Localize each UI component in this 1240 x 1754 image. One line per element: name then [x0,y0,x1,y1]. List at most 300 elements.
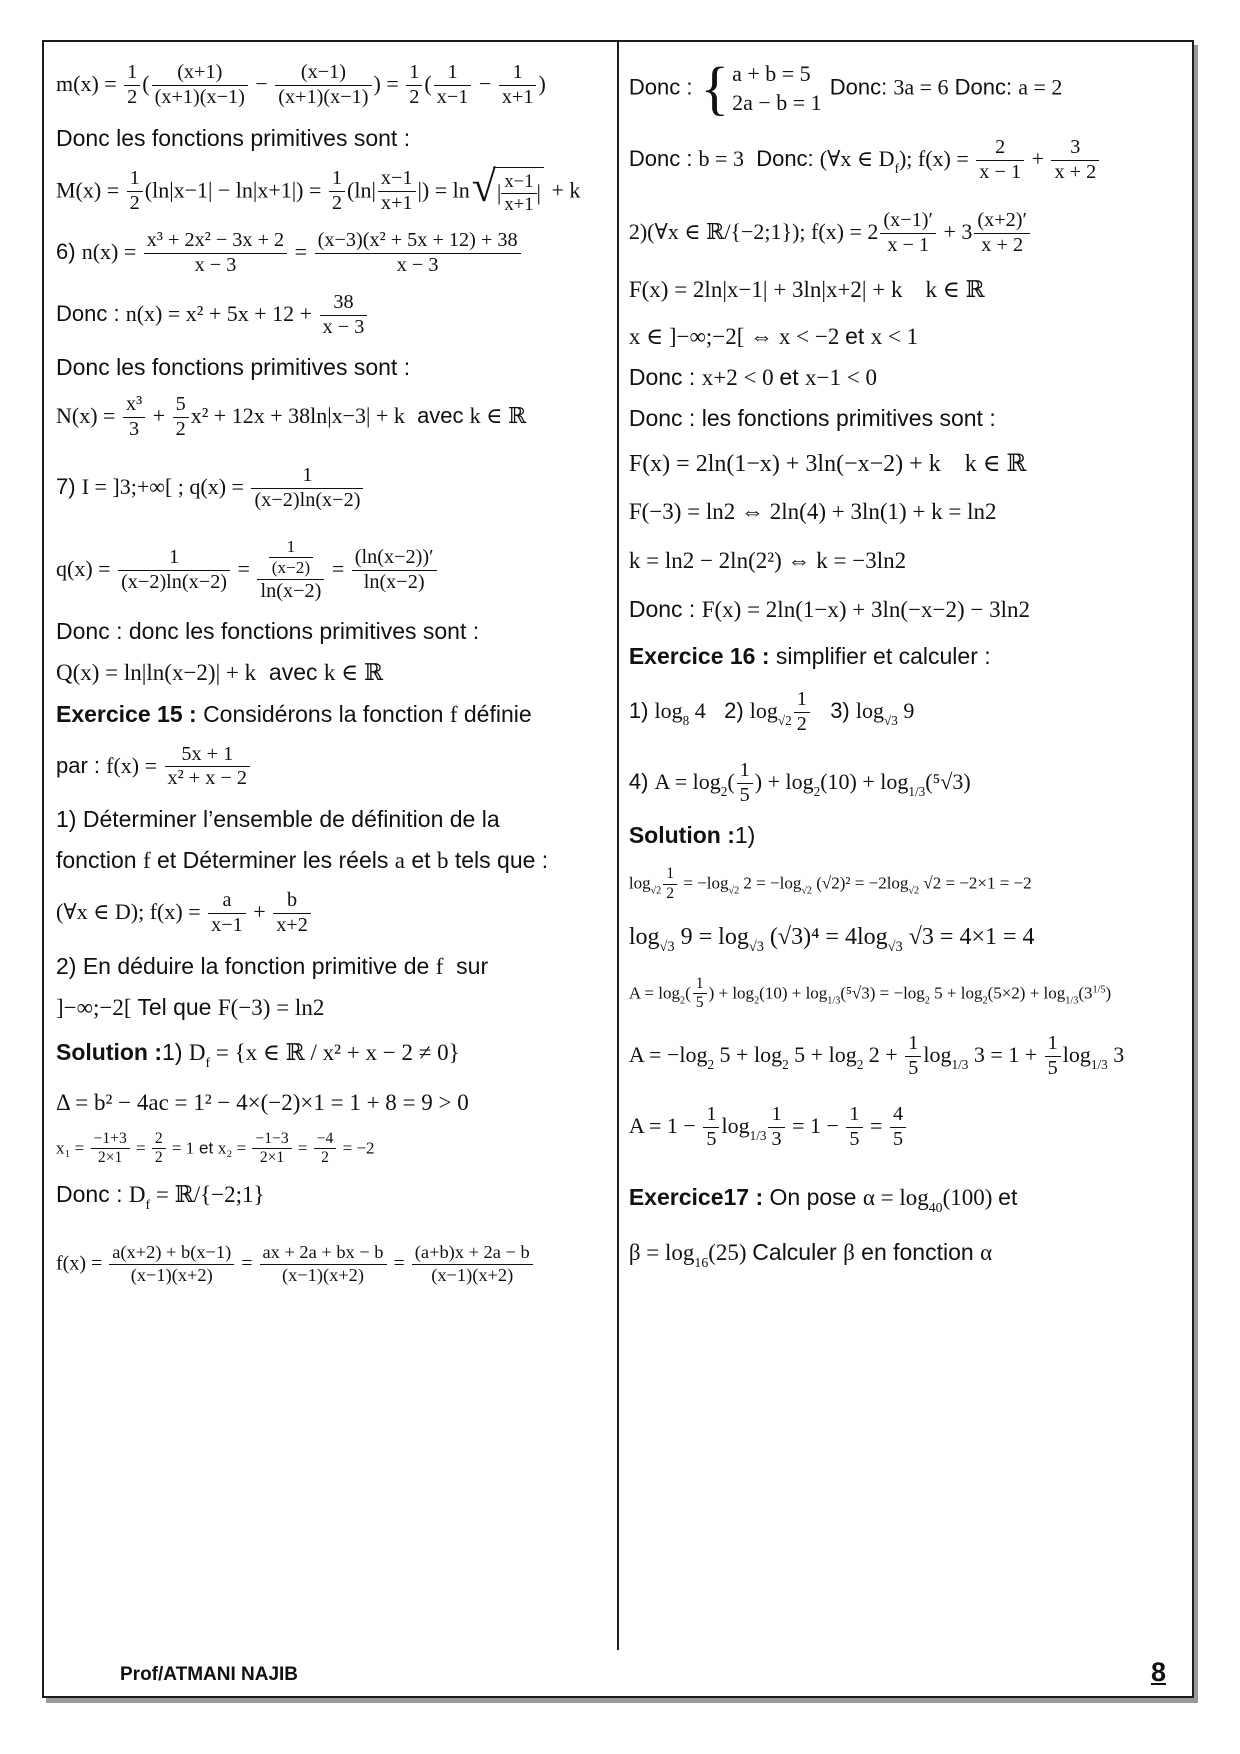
fraction [124,61,140,110]
brace-glyph: { [700,55,730,122]
text-run: 2) [705,698,750,724]
system-rows [732,61,822,116]
formula-F-condition [629,496,1184,527]
numerator: −1+3 [93,1129,127,1147]
fraction [152,61,248,110]
subscript: f [205,1055,211,1071]
fraction [794,688,810,737]
text-run: 1) [628,698,655,724]
subscript: √3 [884,712,898,728]
system-a-b [628,55,1184,122]
subscript: 1/3 [749,1127,767,1143]
math-run: = [289,239,313,265]
formula-delta [56,1087,609,1118]
math-run: A = 1 − [628,1113,702,1139]
math-run: log [628,873,651,893]
fraction [127,167,143,216]
text-run: en fonction [854,1239,981,1266]
denominator: x + 2 [974,233,1030,258]
numerator: 1 [1047,1032,1058,1055]
formula-log-sqrt3 [629,923,1184,956]
math-run: (10) + log [759,982,828,1002]
subscript: 1/3 [827,995,841,1007]
denominator: 5 [890,1127,906,1152]
text-run: simplifier et calculer : [775,642,991,669]
math-run: | [496,180,502,206]
numerator: 4 [892,1103,904,1126]
math-run: ) [538,71,546,97]
exercice-16-item-4 [629,759,1184,808]
denominator: x−1 [434,85,472,110]
math-run: √2 = −2×1 = −2 [919,873,1032,893]
numerator: (x−3)(x² + 5x + 12) + 38 [317,228,518,251]
denominator: x − 1 [976,160,1024,185]
math-run: F(−3) = ln2 [217,995,325,1021]
math-run: q(x) = [56,556,117,582]
text-run: Donc: [948,74,1019,100]
fraction [412,1242,533,1286]
fraction [974,209,1030,258]
fraction [378,167,416,216]
math-run: β [843,1240,855,1266]
fraction [737,759,753,808]
math-run: k = ln2 − 2ln(2²) ⇔ k = −3ln2 [628,547,907,573]
numerator: 2 [995,136,1006,158]
fraction [251,464,363,513]
text-run: Donc : les fonctions primitives sont : [628,404,996,431]
text-primitives [629,403,1184,434]
denominator: 2 [794,712,810,737]
math-run: (⁵√3) [925,768,971,794]
math-run: ) + log [754,768,814,794]
text-run: Donc : donc les fonctions primitives sont : [56,618,480,645]
text-run: Calculer [752,1239,844,1266]
math-run: = [864,1113,888,1139]
math-run: (√3)⁴ = 4log [763,924,888,951]
math-run: F(−3) = ln2 ⇔ 2ln(4) + 3ln(1) + k = ln2 [628,498,997,524]
fraction [208,889,246,938]
math-run: k ∈ ℝ [469,403,527,429]
math-run: D [128,1181,146,1207]
text-run: avec [404,403,470,429]
numerator: x−1 [504,170,534,192]
subscript: 2 [707,1057,715,1073]
math-run: Q(x) = ln|ln(x−2)| + k [56,660,257,686]
fraction [352,546,437,595]
formula-A-simplified [629,1032,1184,1081]
text-run: 2) En déduire la fonction primitive de [56,953,436,980]
formula-m-x [56,61,609,110]
subscript: √2 [650,885,662,897]
denominator: 2 [152,1148,166,1167]
subscript: √2 [801,885,813,897]
subscript: √3 [748,939,764,956]
denominator: (x+1)(x−1) [152,85,248,110]
text-run: et [779,363,805,390]
math-run: 5 + log [788,1042,857,1068]
numerator: x−1 [380,166,413,189]
math-run: = {x ∈ ℝ / x² + x − 2 ≠ 0} [210,1040,460,1066]
denominator: x+1 [501,193,536,216]
subscript: 1/3 [1090,1057,1108,1073]
fraction [846,1103,862,1152]
math-run: f(x) = [106,752,163,778]
math-run: (10) + log [820,768,909,794]
formula-Q-x [56,657,609,688]
radical-glyph: √ [471,161,496,211]
math-run: A = log [654,768,721,794]
numerator: a [222,889,232,912]
superscript: 1/5 [1092,983,1106,995]
text-run: Donc : [628,595,702,622]
math-run: = 1 − [786,1113,845,1139]
text-run: Tel que [137,994,218,1021]
denominator: 2 [127,191,143,216]
subscript: √3 [659,939,675,956]
numerator: (a+b)x + 2a − b [414,1242,530,1263]
right-column [617,42,1192,1650]
math-run: n(x) = x² + 5x + 12 + [125,300,318,326]
math-run: = ℝ/{−2;1} [150,1181,265,1207]
fraction [144,229,287,278]
math-run: 2 + [863,1042,904,1068]
numerator: (x+1) [177,61,223,83]
system-row: 2a − b = 1 [732,90,822,115]
math-run: + 3 [937,218,973,244]
numerator: 1 [666,865,675,883]
formula-f-derivative-form [629,209,1184,258]
numerator: 1 [771,1103,782,1126]
denominator: 2 [173,417,189,442]
formula-F-general [629,274,1184,305]
math-run: (ln| [347,177,376,203]
bold-run: Solution : [56,1039,163,1066]
denominator: x − 1 [880,233,936,258]
math-run: (100) [942,1184,999,1210]
subscript: √3 [887,939,903,956]
numerator: −1−3 [255,1129,289,1147]
denominator: x+1 [378,191,416,216]
numerator: −4 [316,1129,334,1147]
numerator: 1 [286,536,296,556]
numerator: 5 [175,393,186,416]
math-run: b [436,848,449,874]
denominator: 5 [846,1127,862,1152]
math-run: x−1 < 0 [805,364,877,390]
text-run: et [845,322,871,349]
text-run: Donc : [56,300,126,326]
formula-f-x [56,743,609,792]
math-run: = [236,1252,258,1275]
math-run: (∀x ∈ D [819,146,895,172]
text-run: 1) [734,822,756,849]
text-run: avec [256,659,324,686]
math-run: log [923,1042,952,1068]
formula-interval [629,321,1184,352]
denominator: 2×1 [91,1148,130,1167]
nested-fraction [257,537,324,603]
text-run: et [194,1138,218,1158]
math-run: + k [545,177,581,203]
math-run: = [232,556,256,582]
bold-run: Solution : [628,822,735,849]
math-run: | [536,180,541,206]
text-primitives [56,352,609,383]
page-number: 8 [1150,1657,1166,1687]
math-run: − [249,71,274,97]
text-run: 7) [56,474,82,500]
fraction [269,537,313,579]
formula-M-x [56,161,609,216]
numerator: 1 [168,545,180,568]
denominator: 5 [1045,1056,1061,1081]
subscript: √2 [728,885,740,897]
numerator: (x+2)′ [977,208,1027,231]
math-run: ); f(x) = [898,146,975,172]
bold-run: Exercice 15 : [56,700,204,727]
text-run: Donc : [628,146,699,172]
fraction [275,61,371,110]
text-run: par : [56,752,107,778]
math-run: = [131,1138,150,1158]
denominator: x − 3 [144,253,287,278]
numerator: 1 [127,61,138,83]
denominator: 2 [329,191,345,216]
math-run: A = −log [628,1042,708,1068]
denominator: x − 3 [320,315,368,340]
math-run: n(x) = [81,239,142,265]
math-run: ( [685,982,691,1002]
denominator: 2 [124,85,140,110]
text-run: 1) Déterminer l’ensemble de définition de la [56,806,500,833]
bold-run: Exercice 16 : [628,642,776,669]
subscript: 2 [856,1057,864,1073]
formula-f-decomposed [629,136,1184,185]
text-primitives [56,616,609,647]
subscript: f [145,1196,151,1212]
denominator: (x−1)(x+2) [260,1264,387,1287]
denominator: 2 [663,884,677,903]
denominator: 3 [768,1127,784,1152]
fraction [91,1130,130,1168]
text-run: fonction [56,847,143,874]
math-run: log [855,698,884,724]
fraction [118,546,230,595]
fraction [905,1032,921,1081]
fraction [1045,1032,1061,1081]
fraction [260,1242,387,1286]
numerator: 38 [333,290,354,313]
math-run: = [326,556,350,582]
math-run: |) = ln [417,177,470,203]
math-run: log [654,698,683,724]
math-run: = −log [679,873,729,893]
math-run: α [980,1240,993,1266]
math-run: 2 = −log [739,873,802,893]
subscript: 40 [928,1199,943,1215]
math-run: (25) [708,1240,753,1266]
page-frame [42,40,1194,1698]
text-run: On pose [769,1183,863,1210]
fraction [315,229,521,278]
denominator: ln(x−2) [352,570,437,595]
numerator: 1 [129,166,140,189]
fraction [499,61,537,110]
fraction [976,136,1024,185]
subscript: 2 [924,995,930,1007]
numerator: 2 [154,1129,163,1147]
text-run: 4) [628,768,655,794]
text-run: Donc : [56,1180,129,1207]
formula-n-x [56,229,609,278]
math-run: 4 [689,698,706,724]
formula-F-x [629,449,1184,478]
denominator: (x−2)ln(x−2) [251,488,363,513]
math-run: m(x) = [56,71,123,97]
math-run: 3 [1107,1042,1125,1068]
text-run: et [998,1183,1018,1210]
text-run: tels que : [448,847,549,874]
page-footer [44,1656,1192,1688]
text-run: Donc les fonctions primitives sont : [56,124,411,151]
math-run: ( [424,71,432,97]
subscript: √2 [908,885,920,897]
denominator: ln(x−2) [257,579,324,604]
math-run: f [142,848,151,874]
question-2b [56,992,609,1023]
fraction [880,209,936,258]
denominator: (x−2) [269,557,313,578]
math-run: α = log [862,1184,929,1210]
text-run: Considérons la fonction [203,700,450,727]
exercice-15-heading [56,699,609,730]
fraction [703,1103,719,1152]
fraction [123,393,145,442]
fraction [1051,136,1099,185]
subscript: 2 [720,783,728,799]
text-run: 6) [56,239,82,265]
math-run: M(x) = [56,177,125,203]
numerator: 1 [739,758,750,781]
math-run: (√2)² = −2log [812,873,909,893]
text-run: Donc : [628,363,702,390]
numerator: 1 [908,1032,919,1055]
subscript: 1/3 [951,1057,969,1073]
fraction [320,291,368,340]
denominator: 5 [693,993,707,1012]
formula-q-x-def [56,464,609,513]
math-run: (⁵√3) = −log [840,982,925,1002]
fraction [329,167,345,216]
two-column-layout [44,42,1192,1650]
math-run: ( [142,71,150,97]
subscript: 2 [680,995,686,1007]
fraction [890,1103,906,1152]
math-run: + [247,899,272,925]
solution-16-heading [629,820,1184,851]
numerator: 1 [796,687,807,710]
math-run: ]−∞;−2[ [56,995,138,1021]
formula-f-x-expansion [56,1242,609,1286]
math-run: Δ = b² − 4ac = 1² − 4×(−2)×1 = 1 + 8 = 9 > 0 [56,1089,469,1115]
question-2 [56,951,609,982]
subscript: 8 [682,712,690,728]
math-run: x² + 12x + 38ln|x−3| + k [190,403,405,429]
denominator: 5 [703,1127,719,1152]
math-run: 3 = 1 + [968,1042,1043,1068]
text-run: et [404,847,437,874]
math-run: D [188,1040,206,1066]
formula-k [629,545,1184,576]
fraction [663,865,677,903]
denominator: 2 [406,85,422,110]
left-column [44,42,617,1650]
math-run: x+2 < 0 [701,364,780,390]
subscript: 2 [782,1057,789,1073]
denominator: 2 [314,1148,337,1167]
text-primitives [56,123,609,154]
math-run: + [1026,146,1050,172]
math-run: k ∈ ℝ [323,660,384,686]
math-run: (∀x ∈ D); f(x) = [56,899,207,925]
math-run: F(x) = 2ln|x−1| + 3ln|x+2| + k k ∈ ℝ [628,276,985,302]
text-run: et Déterminer les réels [150,847,395,874]
text-run: 3) [811,698,856,724]
numerator: x³ + 2x² − 3x + 2 [146,228,285,251]
subscript: √2 [777,712,792,728]
math-run: (ln|x−1| − ln|x+1|) = [144,177,327,203]
exercice-16-heading [629,641,1184,672]
fraction [252,1130,291,1168]
numerator: 1 [849,1103,860,1126]
math-run: − [473,71,497,97]
math-run: + [147,403,171,429]
question-1 [56,804,609,835]
math-run: = 1 [167,1138,195,1158]
formula-domain [56,1179,609,1215]
math-run: (3 [1078,982,1093,1002]
solution-15-heading [56,1037,609,1073]
numerator: 5x + 1 [181,742,234,765]
equation-system [700,55,822,122]
fraction [501,171,536,216]
subscript: 2 [813,783,821,799]
exercice-16-items [629,688,1184,737]
denominator: 3 [123,417,145,442]
exercice-17-question [629,1237,1184,1273]
math-run: x < 1 [870,323,919,349]
math-run: x ∈ ]−∞;−2[ ⇔ x < −2 [628,323,846,349]
math-run: F(x) = 2ln(1−x) + 3ln(−x−2) − 3ln2 [701,596,1030,622]
math-run: b = 3 [698,146,744,172]
math-run: log [721,1113,750,1139]
math-run: 5 + log [714,1042,783,1068]
math-run: (5×2) + log [987,982,1066,1002]
formula-roots [56,1130,609,1168]
math-run: ) [1105,982,1112,1002]
math-run: 2)(∀x ∈ ℝ/{−2;1}); f(x) = 2 [628,218,879,244]
math-run: √3 = 4×1 = 4 [902,924,1035,951]
math-run: I = ]3;+∞[ ; q(x) = [81,474,250,500]
denominator: x+2 [273,913,311,938]
system-row: a + b = 5 [732,61,811,86]
math-run: A = log [628,982,680,1002]
denominator: (x−2)ln(x−2) [118,570,230,595]
math-run: β = log [628,1240,695,1266]
numerator: 1 [706,1103,717,1126]
math-run: F(x) = 2ln(1−x) + 3ln(−x−2) + k k ∈ ℝ [628,450,1027,477]
denominator: x² + x − 2 [165,766,250,791]
